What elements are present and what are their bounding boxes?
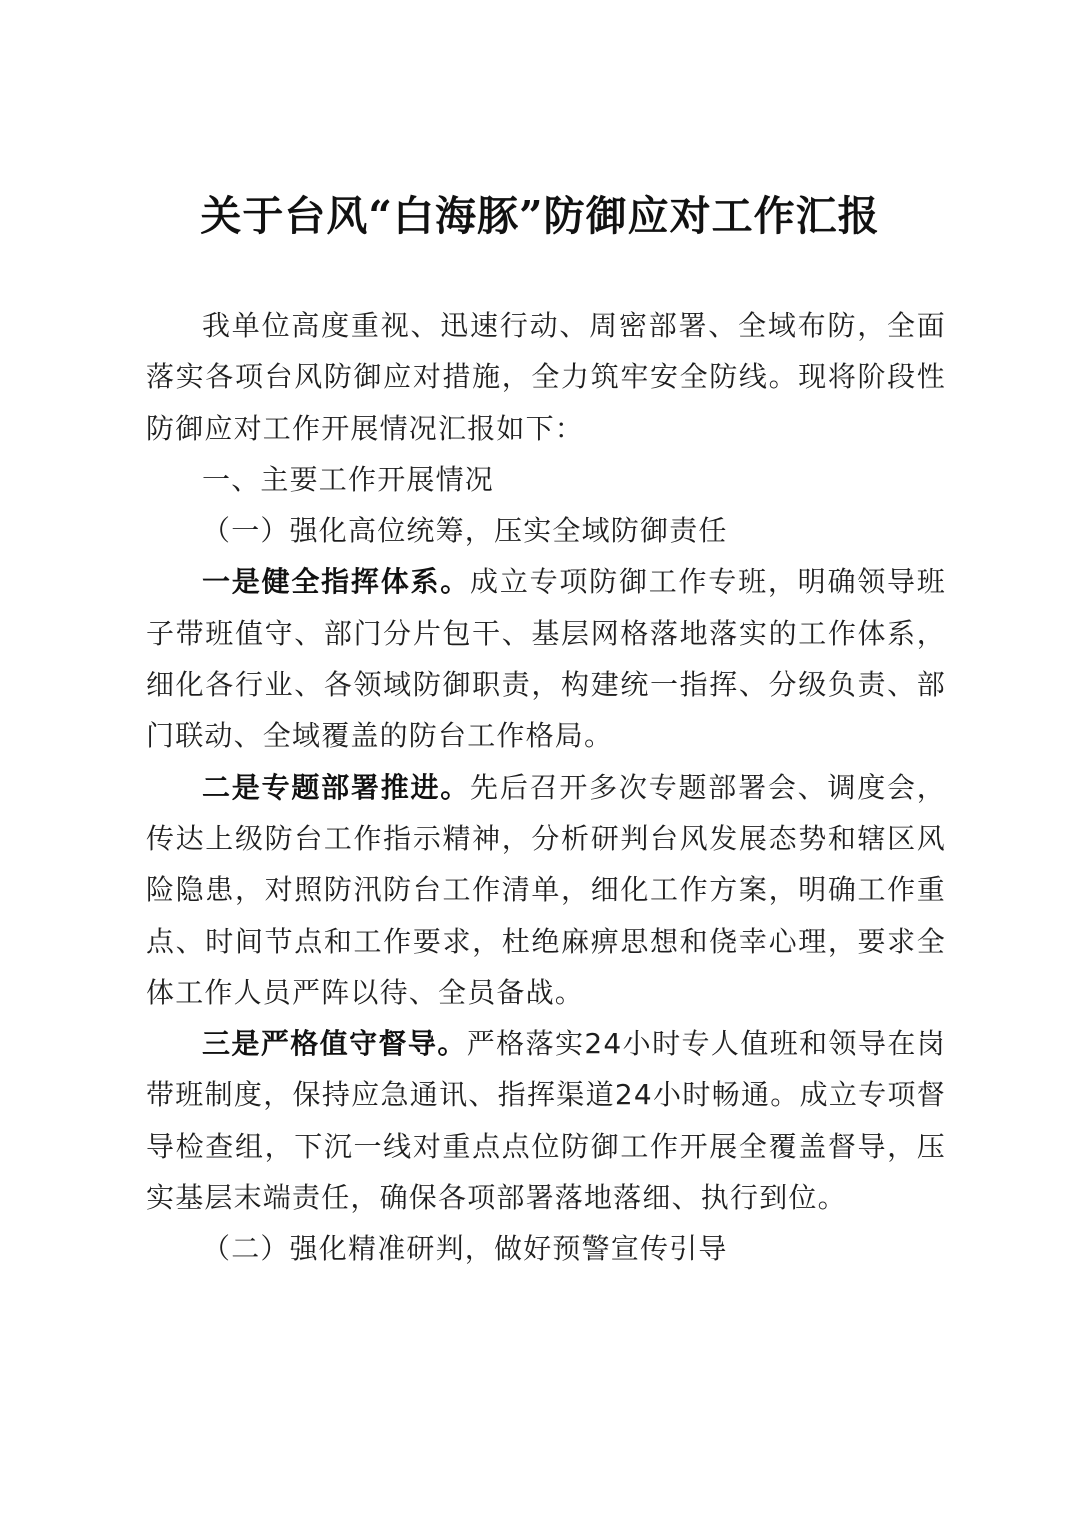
item-text: 严格落实24小时专人值班和领导在岗带班制度，保持应急通讯、指挥渠道24小时畅通。成立专项督导检查组，下沉一线对重点点位防御工作开展全覆盖督导，压实基层末端责任，确保各项部署落地落细、执行到位。: [146, 1027, 947, 1215]
subsection-heading-overall-coordination: （一）强化高位统筹，压实全域防御责任: [202, 514, 728, 548]
item-lead: 二是专题部署推进。: [202, 770, 471, 804]
item-paragraph-special-deployment: [146, 762, 946, 1018]
section-heading-main-work: 一、主要工作开展情况: [202, 462, 495, 496]
item-text: 成立专项防御工作专班，明确领导班子带班值守、部门分片包干、基层网格落地落实的工作体系，细化各行业、各领域防御职责，构建统一指挥、分级负责、部门联动、全域覆盖的防台工作格局。: [146, 565, 946, 753]
document-title: 关于台风“白海豚”防御应对工作汇报: [200, 192, 880, 240]
intro-paragraph: 我单位高度重视、迅速行动、周密部署、全域布防，全面落实各项台风防御应对措施，全力筑牢安全防线。现将阶段性防御应对工作开展情况汇报如下：: [146, 309, 946, 445]
item-lead: 三是严格值守督导。: [202, 1027, 467, 1061]
document-body: [146, 300, 946, 1275]
subsection-heading-warning-publicity: （二）强化精准研判，做好预警宣传引导: [202, 1232, 728, 1266]
item-paragraph-duty-supervision: [146, 1018, 946, 1223]
item-text: 先后召开多次专题部署会、调度会，传达上级防台工作指示精神，分析研判台风发展态势和辖区风险隐患，对照防汛防台工作清单，细化工作方案，明确工作重点、时间节点和工作要求，杜绝麻痹思想和侥幸心理，要求全体工作人员严阵以待、全员备战。: [146, 770, 946, 1009]
item-paragraph-command-system: [146, 556, 946, 761]
item-lead: 一是健全指挥体系。: [202, 565, 471, 599]
